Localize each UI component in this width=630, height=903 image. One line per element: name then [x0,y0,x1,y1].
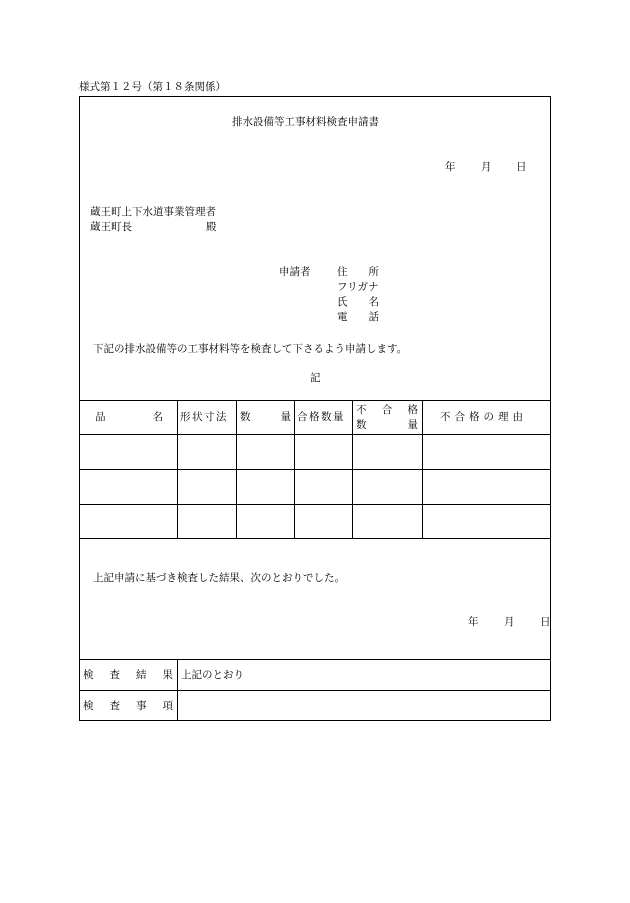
addressee-honorific: 殿 [206,221,217,233]
inspection-result-label: 検 査 結 果 [83,669,173,681]
table-col-divider [294,400,295,538]
header-quantity: 数 量 [240,411,291,423]
table-header-divider [79,434,551,435]
result-date-day-label: 日 [540,616,551,628]
request-statement: 下記の排水設備等の工事材料等を検査して下さるよう申請します。 [93,343,408,355]
table-col-divider [177,400,178,538]
table-bottom-border [79,538,551,539]
application-form [79,96,551,721]
inspection-section-top-border [79,659,551,660]
table-col-divider [422,400,423,538]
header-shape-size: 形状寸法 [180,411,228,423]
table-col-divider [236,400,237,538]
table-row-divider [79,469,551,470]
header-fail-quantity-line2: 数 量 [356,419,418,431]
date-year-label: 年 [445,161,456,173]
header-fail-quantity-line1: 不 合 格 [356,404,418,416]
date-day-label: 日 [516,161,527,173]
applicant-address-label: 住 所 [337,266,379,278]
ki-label: 記 [310,372,321,384]
table-top-border [79,400,551,401]
result-date-month-label: 月 [504,616,515,628]
applicant-phone-label: 電 話 [337,311,379,323]
addressee-line1: 蔵王町上下水道事業管理者 [90,206,216,218]
header-pass-quantity: 合格数量 [297,411,345,423]
applicant-furigana-label: フリガナ [337,281,379,293]
inspection-result-value: 上記のとおり [181,669,244,681]
addressee-line2: 蔵王町長 [90,221,132,233]
inspection-items-label: 検 査 事 項 [83,700,173,712]
form-number: 様式第１２号（第１８条関係） [79,81,226,93]
table-row-divider [79,504,551,505]
header-item-name: 品 名 [95,411,163,423]
result-statement: 上記申請に基づき検査した結果、次のとおりでした。 [93,572,345,584]
header-fail-reason: 不合格の理由 [440,411,527,423]
inspection-col-divider [177,659,178,721]
form-title: 排水設備等工事材料検査申請書 [232,116,379,128]
applicant-label: 申請者 [279,266,311,278]
applicant-name-label: 氏 名 [337,296,379,308]
inspection-row-divider [79,690,551,691]
result-date-year-label: 年 [468,616,479,628]
table-col-divider [352,400,353,538]
date-month-label: 月 [481,161,492,173]
